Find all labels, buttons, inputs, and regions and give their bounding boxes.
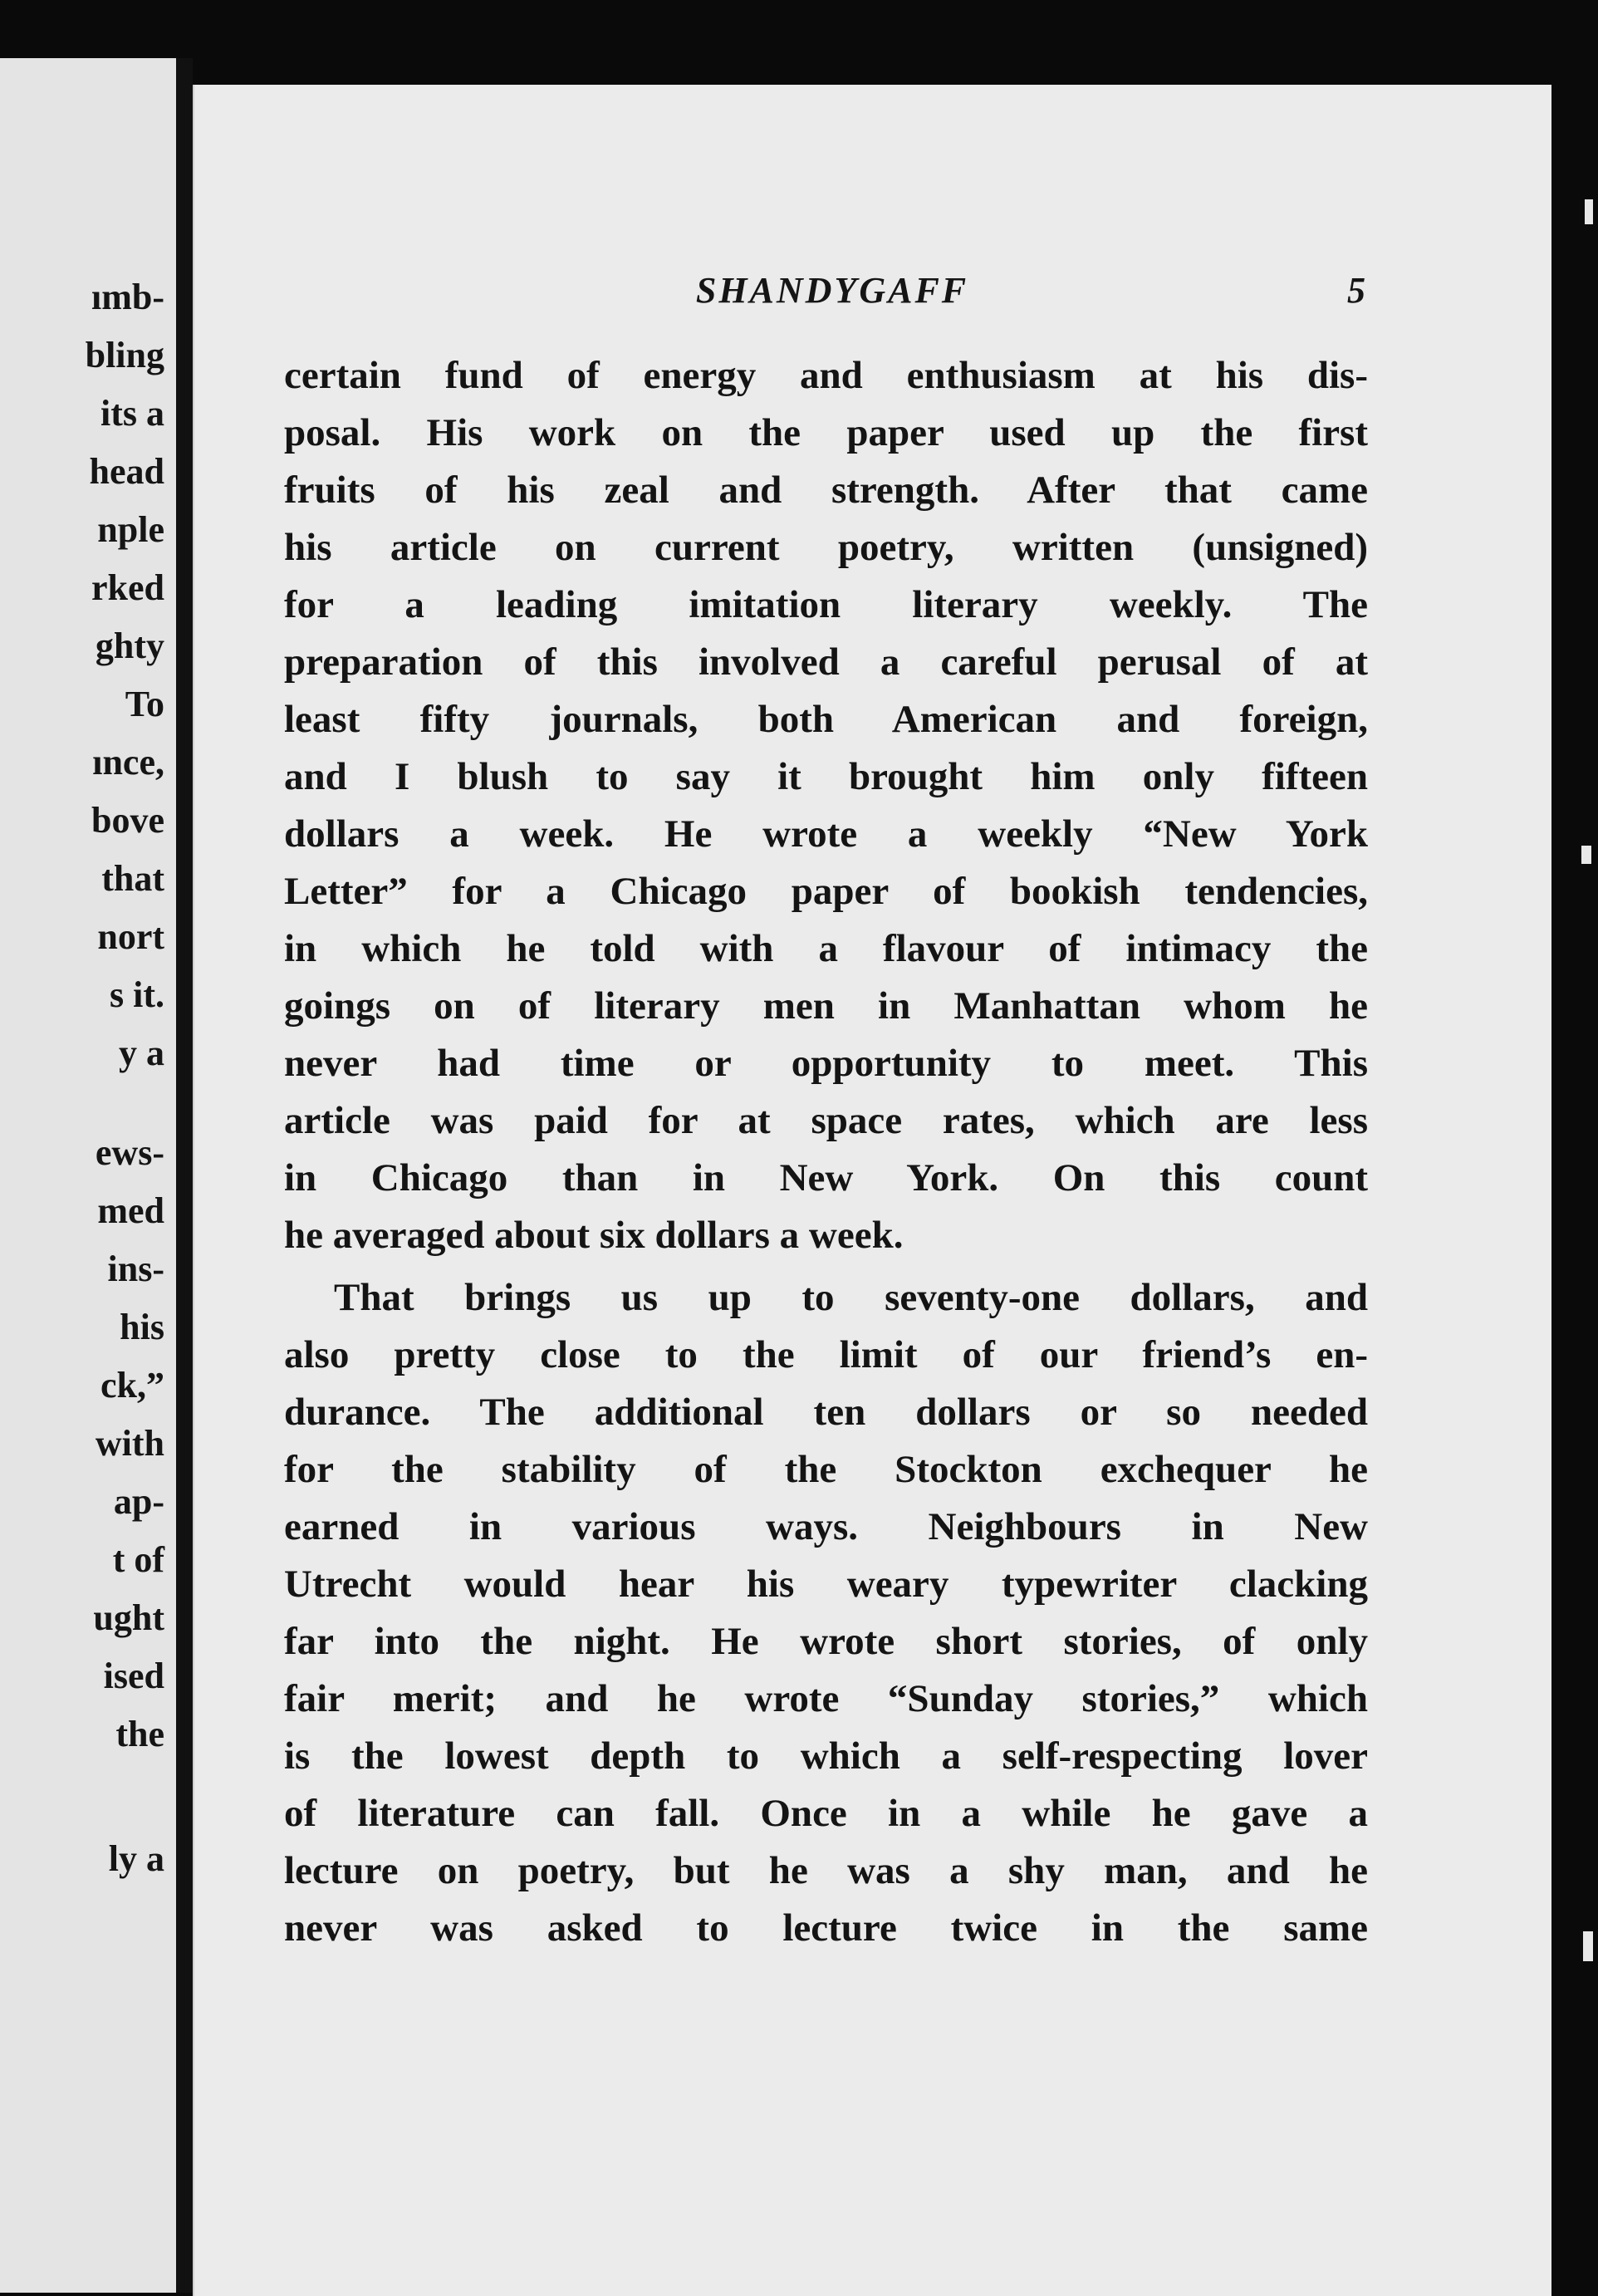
running-title: SHANDYGAFF (695, 270, 969, 311)
left-page-fragment: bling (85, 335, 164, 375)
page-number: 5 (1347, 270, 1365, 311)
left-page-fragment: ins- (107, 1249, 164, 1289)
left-page-fragment: the (115, 1714, 164, 1754)
book-page (193, 85, 1551, 2296)
text-line: certain fund of energy and enthusiasm at his dis- (284, 354, 1368, 397)
left-page-fragment: y a (119, 1033, 164, 1073)
text-line: preparation of this involved a careful perusal of at (284, 640, 1368, 684)
text-line: of literature can fall. Once in a while he gave a (284, 1792, 1368, 1835)
left-page-fragment: that (101, 858, 164, 899)
left-page-fragment: ımb- (91, 277, 164, 317)
text-line: That brings us up to seventy-one dollars, and (334, 1276, 1368, 1319)
scan-edge-mark (1581, 846, 1591, 864)
paragraph (284, 1269, 1368, 1957)
text-line: far into the night. He wrote short stories, of only (284, 1620, 1368, 1663)
left-page-fragment: his (120, 1307, 164, 1347)
scan-edge-mark (1585, 199, 1593, 224)
text-line: posal. His work on the paper used up the first (284, 411, 1368, 454)
left-page-fragment: ews- (95, 1132, 164, 1173)
scan-edge-mark (1583, 1931, 1593, 1961)
left-page-fragment: ap- (113, 1481, 164, 1522)
text-line: for a leading imitation literary weekly. The (284, 583, 1368, 626)
text-line: for the stability of the Stockton exchequer he (284, 1448, 1368, 1491)
left-page-fragment: med (97, 1190, 164, 1231)
text-line: earned in various ways. Neighbours in New (284, 1505, 1368, 1548)
left-page-fragment: head (89, 451, 164, 492)
text-line: he averaged about six dollars a week. (284, 1214, 904, 1257)
left-page-fragment: with (95, 1423, 164, 1464)
left-page-fragment: ly a (108, 1838, 164, 1879)
left-page-fragment: t of (112, 1539, 164, 1580)
text-line: never had time or opportunity to meet. This (284, 1042, 1368, 1085)
left-page-fragment: ised (103, 1656, 164, 1696)
text-line: never was asked to lecture twice in the same (284, 1906, 1368, 1950)
text-line: goings on of literary men in Manhattan whom he (284, 984, 1368, 1028)
text-line: and I blush to say it brought him only fifteen (284, 755, 1368, 798)
scan-speck (1035, 43, 1068, 50)
left-page-fragment: rked (91, 567, 164, 608)
left-facing-page (0, 58, 176, 2293)
text-line: fair merit; and he wrote “Sunday stories,” which (284, 1677, 1368, 1720)
left-page-fragment: nple (97, 509, 164, 550)
left-page-fragment: To (125, 684, 164, 724)
left-page-fragment: bove (91, 800, 164, 841)
text-line: in which he told with a flavour of intimacy the (284, 927, 1368, 970)
text-line: dollars a week. He wrote a weekly “New York (284, 812, 1368, 856)
text-line: article was paid for at space rates, which are less (284, 1099, 1368, 1142)
text-line: his article on current poetry, written (unsigned) (284, 526, 1368, 569)
paragraph (284, 347, 1368, 1264)
left-page-fragment: nort (97, 916, 164, 957)
left-page-fragment: ghty (95, 626, 164, 666)
left-page-fragment: its a (100, 393, 164, 434)
book-gutter (176, 58, 193, 2293)
running-head (284, 269, 1380, 319)
text-line: Letter” for a Chicago paper of bookish tendencies, (284, 870, 1368, 913)
text-line: in Chicago than in New York. On this count (284, 1156, 1368, 1200)
text-line: durance. The additional ten dollars or so needed (284, 1391, 1368, 1434)
text-line: least fifty journals, both American and foreign, (284, 698, 1368, 741)
left-page-fragment: ck,” (100, 1365, 164, 1406)
text-line: fruits of his zeal and strength. After that came (284, 469, 1368, 512)
left-page-fragment: s it. (110, 974, 164, 1015)
body-text (284, 347, 1368, 1957)
text-line: Utrecht would hear his weary typewriter clacking (284, 1563, 1368, 1606)
text-line: also pretty close to the limit of our friend’s en- (284, 1333, 1368, 1376)
left-page-fragment: ınce, (92, 742, 164, 783)
left-page-fragment: ught (93, 1597, 164, 1638)
text-line: lecture on poetry, but he was a shy man, and he (284, 1849, 1368, 1892)
text-line: is the lowest depth to which a self-respecting lover (284, 1734, 1368, 1778)
